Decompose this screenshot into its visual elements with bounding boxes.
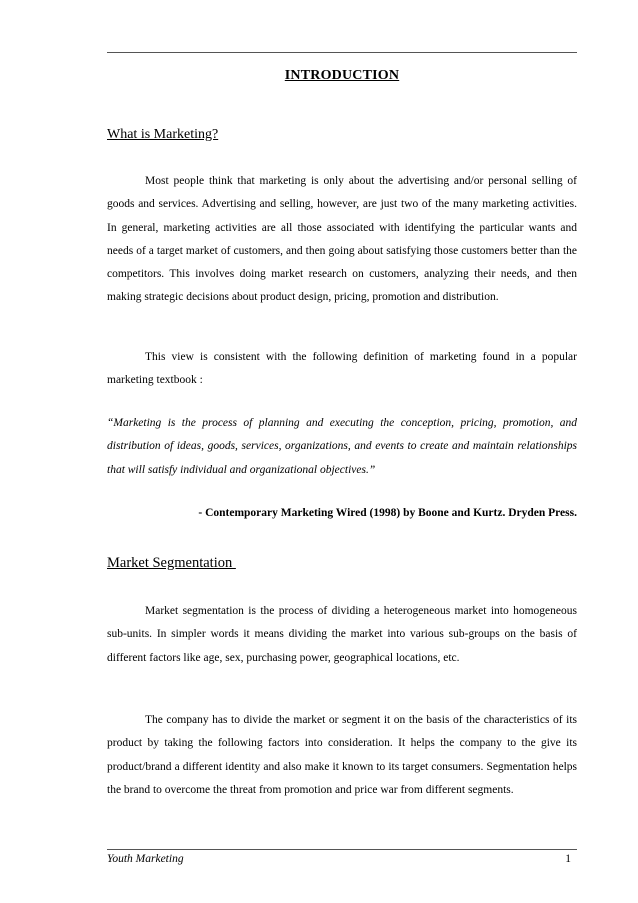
- footer-document-title: Youth Marketing: [107, 853, 184, 865]
- document-page: [107, 0, 577, 903]
- paragraph-marketing-intro: Most people think that marketing is only about the advertising and/or personal selling of goods and services. Advertising and selling, however, are just two of the many marketing activities. In general, marketing activities are all those associated with identifying the particular wants and needs of a target market of customers, and then going about satisfying those customers better than the competitors. This involves doing market research on customers, analyzing their needs, and then making strategic decisions about product design, pricing, promotion and distribution.: [107, 175, 577, 304]
- paragraph-segmentation-factors: The company has to divide the market or segment it on the basis of the characteristics of its product by taking the following factors into consideration. It helps the company to the give its product/brand a different identity and also make it known to its target consumers. Segmentation helps the brand to overcome the threat from promotion and price war from different segments.: [107, 714, 577, 796]
- paragraph-definition-lead: This view is consistent with the following definition of marketing found in a popular marketing textbook :: [107, 351, 577, 387]
- section-heading-market-segmentation: Market Segmentation: [107, 555, 236, 571]
- quote-citation: - Contemporary Marketing Wired (1998) by Boone and Kurtz. Dryden Press.: [198, 507, 577, 519]
- page-number: 1: [565, 853, 571, 865]
- marketing-definition-quote: “Marketing is the process of planning and executing the conception, pricing, promotion, and distribution of ideas, goods, services, organizations, and events to create and maintain relationships that will satisfy individual and organizational objectives.”: [107, 417, 577, 476]
- section-heading-what-is-marketing: What is Marketing?: [107, 127, 219, 142]
- header-rule: [107, 52, 577, 53]
- footer-rule: [107, 849, 577, 850]
- page-title: INTRODUCTION: [284, 68, 400, 83]
- paragraph-segmentation-definition: Market segmentation is the process of dividing a heterogeneous market into homogeneous sub-units. In simpler words it means dividing the market into various sub-groups on the basis of different factors like age, sex, purchasing power, geographical locations, etc.: [107, 605, 577, 664]
